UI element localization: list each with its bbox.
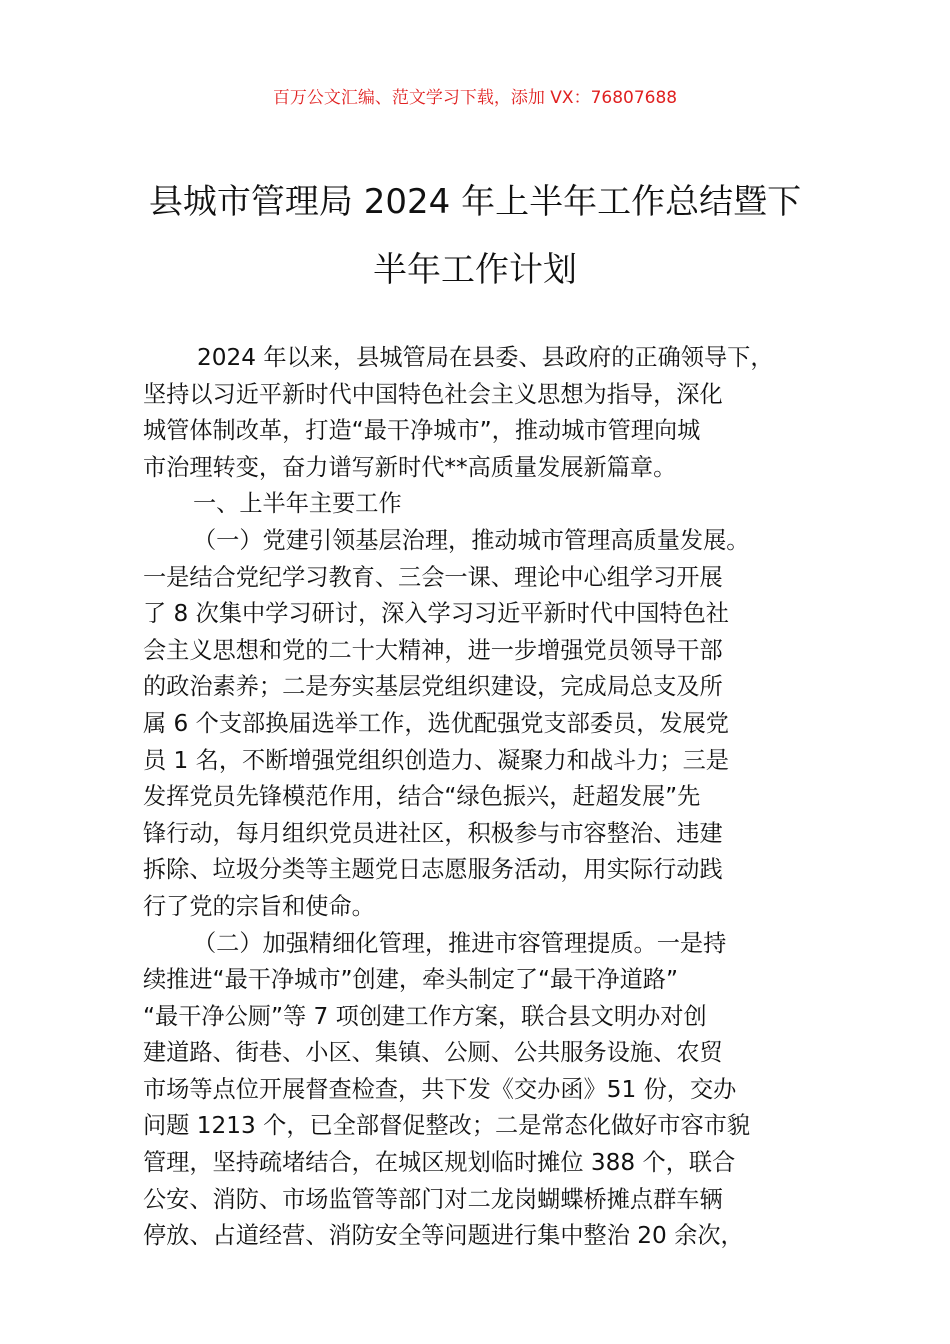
paragraph-line: 问题 1213 个，已全部督促整改；二是常态化做好市容市貌 bbox=[143, 1112, 751, 1140]
document-title-line-1: 县城市管理局 2024 年上半年工作总结暨下 bbox=[148, 182, 802, 222]
paragraph-line: 一是结合党纪学习教育、三会一课、理论中心组学习开展 bbox=[143, 563, 723, 591]
paragraph-line: 的政治素养；二是夯实基层党组织建设，完成局总支及所 bbox=[143, 673, 723, 701]
paragraph-line: 停放、占道经营、消防安全等问题进行集中整治 20 余次， bbox=[143, 1222, 744, 1250]
paragraph-line: 建道路、街巷、小区、集镇、公厕、公共服务设施、农贸 bbox=[143, 1039, 723, 1067]
paragraph-line: 发挥党员先锋模范作用，结合“绿色振兴，赶超发展”先 bbox=[143, 783, 701, 811]
paragraph-line: 坚持以习近平新时代中国特色社会主义思想为指导，深化 bbox=[143, 380, 723, 408]
watermark-header: 百万公文汇编、范文学习下载，添加 VX：76807688 bbox=[272, 88, 678, 108]
paragraph-line: 属 6 个支部换届选举工作，选优配强党支部委员，发展党 bbox=[143, 709, 729, 737]
paragraph-line: 管理，坚持疏堵结合，在城区规划临时摊位 388 个，联合 bbox=[143, 1149, 736, 1177]
document-body bbox=[143, 340, 811, 1255]
section-heading: 一、上半年主要工作 bbox=[193, 490, 402, 518]
paragraph-line: 了 8 次集中学习研讨，深入学习习近平新时代中国特色社 bbox=[143, 600, 729, 628]
paragraph-line: 公安、消防、市场监管等部门对二龙岗蝴蝶桥摊点群车辆 bbox=[143, 1185, 723, 1213]
paragraph-line: “最干净公厕”等 7 项创建工作方案，联合县文明办对创 bbox=[143, 1002, 707, 1030]
paragraph-line: 市治理转变，奋力谱写新时代**高质量发展新篇章。 bbox=[143, 453, 677, 481]
paragraph-line: 城管体制改革，打造“最干净城市”，推动城市管理向城 bbox=[143, 417, 701, 445]
paragraph-line: 续推进“最干净城市”创建，牵头制定了“最干净道路” bbox=[143, 966, 678, 994]
paragraph-line: 会主义思想和党的二十大精神，进一步增强党员领导干部 bbox=[143, 636, 723, 664]
paragraph-line: 拆除、垃圾分类等主题党日志愿服务活动，用实际行动践 bbox=[143, 856, 723, 884]
subsection-heading: （一）党建引领基层治理，推动城市管理高质量发展。 bbox=[193, 526, 750, 554]
paragraph-line: 行了党的宗旨和使命。 bbox=[143, 892, 375, 920]
subsection-heading: （二）加强精细化管理，推进市容管理提质。一是持 bbox=[193, 929, 727, 957]
document-title-line-2: 半年工作计划 bbox=[373, 250, 577, 290]
paragraph-line: 2024 年以来，县城管局在县委、县政府的正确领导下， bbox=[197, 344, 774, 371]
paragraph-line: 锋行动，每月组织党员进社区，积极参与市容整治、违建 bbox=[143, 819, 723, 847]
paragraph-line: 员 1 名，不断增强党组织创造力、凝聚力和战斗力；三是 bbox=[143, 746, 729, 774]
paragraph-line: 市场等点位开展督查检查，共下发《交办函》51 份，交办 bbox=[143, 1075, 737, 1103]
